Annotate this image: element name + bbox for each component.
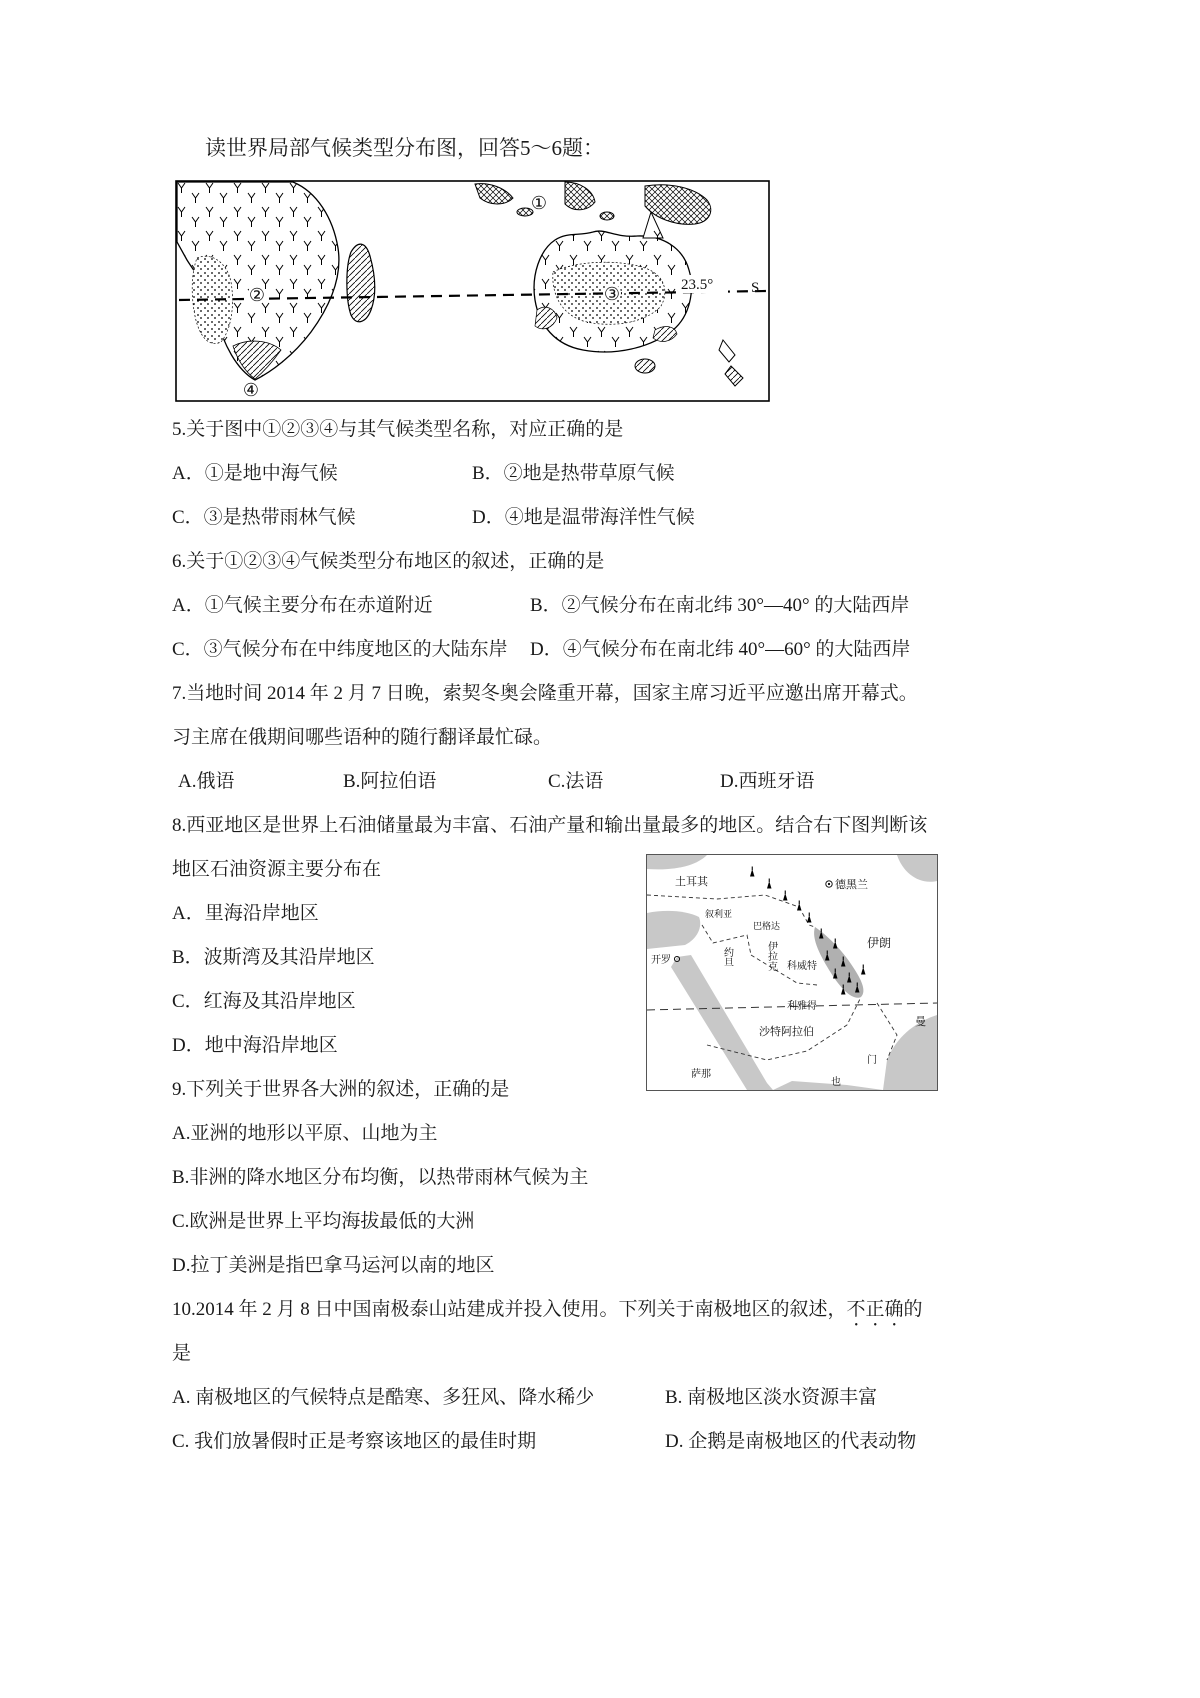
q8-stem-line2: 地区石油资源主要分布在	[172, 859, 382, 880]
q10-option-b: B. 南极地区淡水资源丰富	[665, 1387, 878, 1408]
q6-options-row2	[172, 628, 938, 672]
q10-stem-line2: 是	[172, 1343, 192, 1364]
tehran-city-dot	[828, 883, 830, 885]
q10-option-d: D. 企鹅是南极地区的代表动物	[665, 1431, 917, 1452]
q6-option-b: B．②气候分布在南北纬 30°—40° 的大陆西岸	[530, 595, 910, 616]
q8-option-d: D．地中海沿岸地区	[172, 1035, 338, 1056]
q10-option-a: A. 南极地区的气候特点是酷寒、多狂风、降水稀少	[172, 1387, 595, 1408]
q7-option-a: A.俄语	[178, 771, 235, 792]
label-tehran: 德黑兰	[835, 879, 868, 891]
intro-text: 读世界局部气候类型分布图，回答5～6题：	[205, 136, 604, 160]
q6-stem: 6.关于①②③④气候类型分布地区的叙述，正确的是	[172, 551, 605, 572]
label-cairo: 开罗	[651, 955, 671, 966]
q5-option-a: A．①是地中海气候	[172, 463, 338, 484]
label-iran: 伊朗	[867, 936, 892, 950]
label-kuwait: 科威特	[787, 961, 817, 972]
marker-1: ①	[530, 193, 548, 213]
q7-option-c: C.法语	[548, 771, 604, 792]
q6-option-a: A．①气候主要分布在赤道附近	[172, 595, 433, 616]
middle-east-map-figure	[646, 854, 938, 1091]
q9-option-a: A.亚洲的地形以平原、山地为主	[172, 1123, 438, 1144]
label-iraq: 伊拉克	[765, 941, 777, 971]
q5-option-b: B．②地是热带草原气候	[472, 463, 675, 484]
q5-options-row2	[172, 496, 938, 540]
q9-option-d: D.拉丁美洲是指巴拿马运河以南的地区	[172, 1255, 495, 1276]
q9-option-b: B.非洲的降水地区分布均衡，以热带雨林气候为主	[172, 1167, 589, 1188]
q10-stem-post: 的	[903, 1299, 923, 1320]
label-riyadh: 利雅得	[787, 1001, 817, 1012]
q10-options-row2	[172, 1420, 938, 1464]
q10-option-c: C. 我们放暑假时正是考察该地区的最佳时期	[172, 1431, 537, 1452]
marker-2: ②	[248, 285, 266, 305]
q10-stem-line1	[172, 1288, 938, 1332]
label-saudi-arabia: 沙特阿拉伯	[759, 1026, 814, 1038]
q9-stem: 9.下列关于世界各大洲的叙述，正确的是	[172, 1079, 510, 1100]
tasmania-island	[635, 359, 655, 373]
q6-option-d: D．④气候分布在南北纬 40°—60° 的大陆西岸	[530, 639, 911, 660]
q7-option-b: B.阿拉伯语	[343, 771, 437, 792]
q7-option-d: D.西班牙语	[720, 771, 815, 792]
climate-map-figure	[175, 180, 770, 402]
label-yemen-men: 门	[867, 1055, 877, 1066]
label-baghdad: 巴格达	[753, 921, 781, 931]
q8-option-c: C．红海及其沿岸地区	[172, 991, 356, 1012]
q5-stem: 5.关于图中①②③④与其气候类型名称，对应正确的是	[172, 419, 624, 440]
q5-options-row1	[172, 452, 938, 496]
q5-option-d: D．④地是温带海洋性气候	[472, 507, 695, 528]
madagascar-island	[347, 244, 375, 322]
label-sanaa: 萨那	[691, 1069, 711, 1080]
q5-option-c: C．③是热带雨林气候	[172, 507, 356, 528]
hemisphere-label: S	[751, 280, 760, 296]
marker-4: ④	[242, 380, 260, 400]
q6-options-row1	[172, 584, 938, 628]
q10-stem-pre: 10.2014 年 2 月 8 日中国南极泰山站建成并投入使用。下列关于南极地区的叙述，	[172, 1299, 847, 1320]
q7-stem-line1: 7.当地时间 2014 年 2 月 7 日晚，索契冬奥会隆重开幕，国家主席习近平应邀出席开幕式。	[172, 683, 918, 704]
tropic-label: 23.5°	[681, 277, 714, 293]
q9-option-c: C.欧洲是世界上平均海拔最低的大洲	[172, 1211, 475, 1232]
q7-stem-line2: 习主席在俄期间哪些语种的随行翻译最忙碌。	[172, 727, 553, 748]
q10-stem-emphasis: 不正确	[846, 1299, 904, 1320]
label-turkey: 土耳其	[675, 876, 708, 888]
label-oman: 曼	[915, 1016, 926, 1028]
marker-3: ③	[603, 284, 621, 304]
questions-block	[172, 408, 938, 1464]
q6-option-c: C．③气候分布在中纬度地区的大陆东岸	[172, 639, 508, 660]
q7-options-row	[172, 760, 938, 804]
q8-option-b: B．波斯湾及其沿岸地区	[172, 947, 375, 968]
q10-options-row1	[172, 1376, 938, 1420]
label-yemen-ye: 也	[831, 1077, 841, 1088]
q8-option-a: A．里海沿岸地区	[172, 903, 319, 924]
label-syria: 叙利亚	[705, 909, 733, 919]
label-jordan: 约旦	[721, 947, 733, 967]
q8-stem-line1: 8.西亚地区是世界上石油储量最为丰富、石油产量和输出量最多的地区。结合右下图判断该	[172, 815, 928, 836]
